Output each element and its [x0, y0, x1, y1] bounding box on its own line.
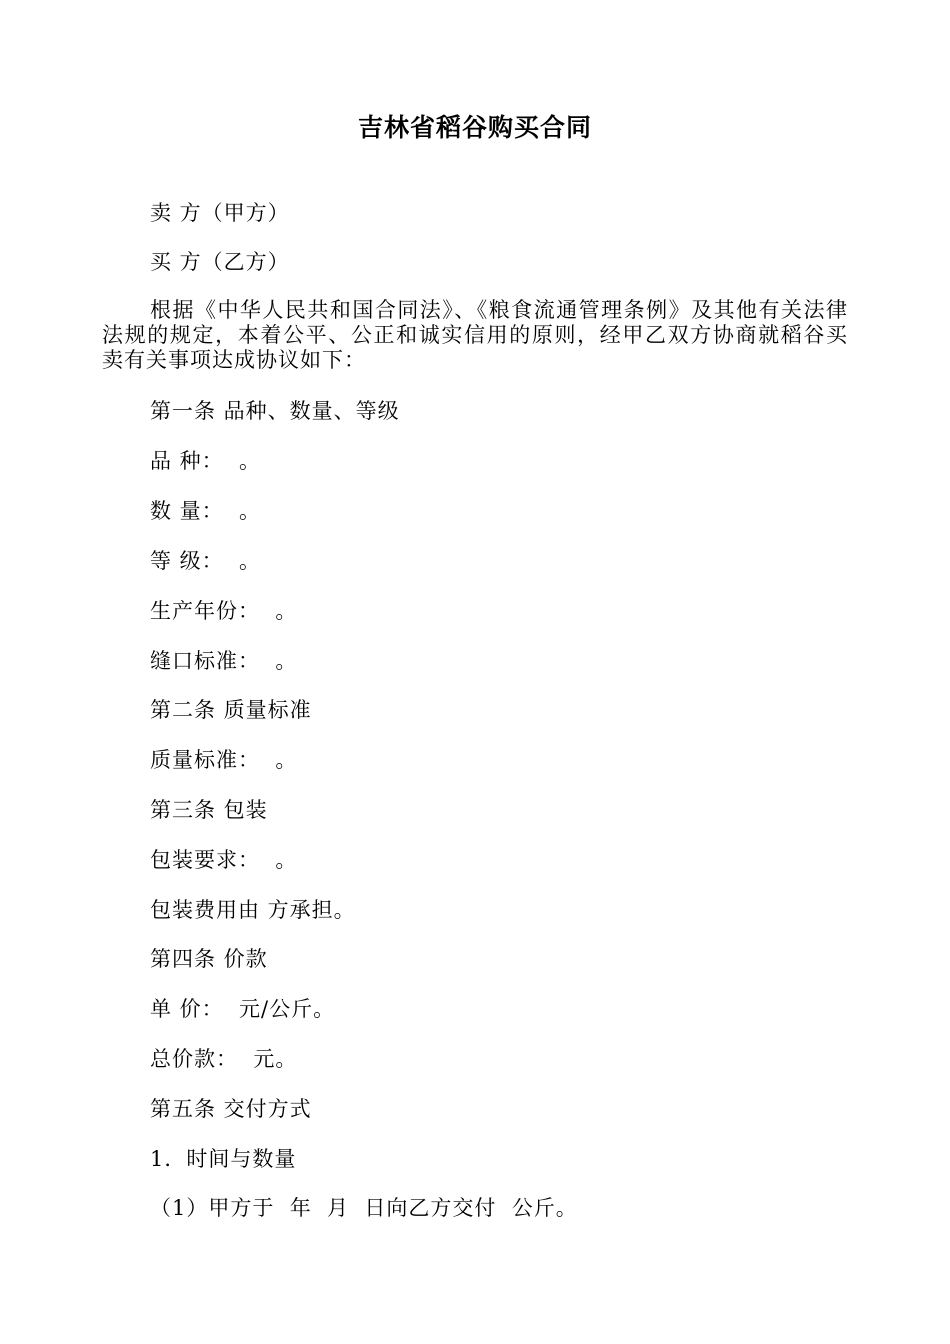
packaging-requirement-line: 包装要求： 。	[150, 848, 298, 872]
variety-line: 品 种： 。	[150, 449, 262, 473]
quality-standard-line: 质量标准： 。	[150, 748, 298, 772]
document-title: 吉林省稻谷购买合同	[357, 113, 592, 142]
grade-line: 等 级： 。	[150, 549, 262, 573]
delivery-clause-1: （1）甲方于 年 月 日向乙方交付 公斤。	[150, 1196, 578, 1220]
total-price-line: 总价款： 元。	[150, 1047, 298, 1071]
article1-heading: 第一条 品种、数量、等级	[150, 399, 400, 423]
quantity-line: 数 量： 。	[150, 499, 262, 523]
article5-heading: 第五条 交付方式	[150, 1097, 312, 1121]
article4-heading: 第四条 价款	[150, 947, 268, 971]
article3-heading: 第三条 包装	[150, 798, 268, 822]
preamble-paragraph: 根据《中华人民共和国合同法》、《粮食流通管理条例》及其他有关法律法规的规定，本着公平、公正和诚实信用的原则，经甲乙双方协商就稻谷买卖有关事项达成协议如下：	[102, 298, 848, 372]
gap-standard-line: 缝口标准： 。	[150, 649, 298, 673]
seller-line: 卖 方（甲方）	[150, 201, 290, 225]
delivery-time-quantity-line: 1．时间与数量	[150, 1147, 297, 1171]
buyer-line: 买 方（乙方）	[150, 250, 290, 274]
unit-price-line: 单 价： 元/公斤。	[150, 997, 336, 1021]
article2-heading: 第二条 质量标准	[150, 698, 312, 722]
packaging-cost-line: 包装费用由 方承担。	[150, 898, 356, 922]
production-year-line: 生产年份： 。	[150, 599, 298, 623]
